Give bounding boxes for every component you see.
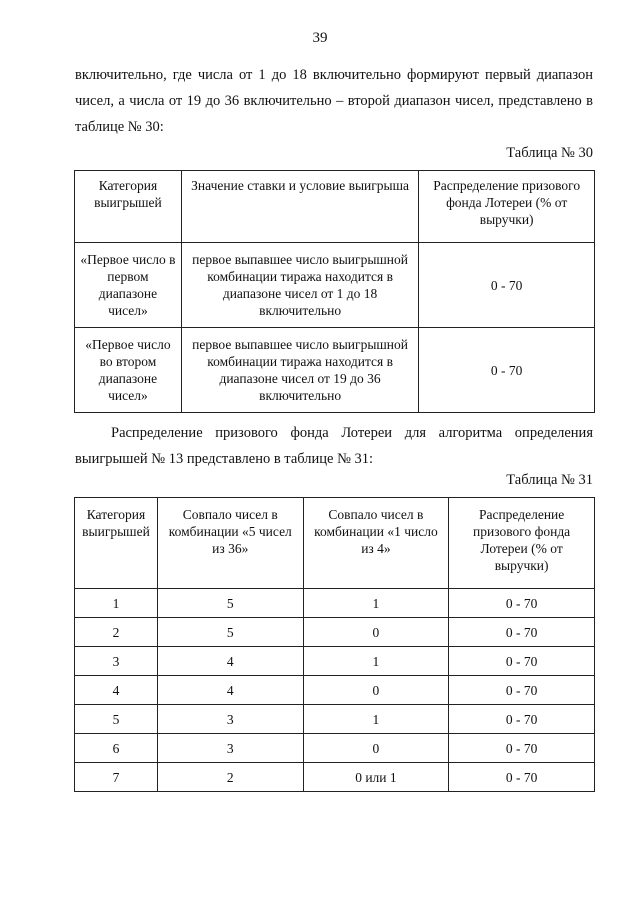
cell-distribution: 0 - 70 (449, 618, 595, 647)
table-row (75, 647, 595, 676)
cell-match-5-of-36: 5 (157, 589, 303, 618)
header-match-5-of-36: Совпало чисел в комбинации «5 чисел из 36» (157, 498, 303, 589)
cell-distribution: 0 - 70 (419, 328, 595, 413)
table-row (75, 734, 595, 763)
table-row (75, 243, 595, 328)
cell-category: «Первое число в первом диапазоне чисел» (75, 243, 182, 328)
page-number: 39 (312, 30, 328, 46)
cell-match-5-of-36: 3 (157, 705, 303, 734)
cell-match-1-of-4: 1 (303, 589, 449, 618)
cell-match-1-of-4: 1 (303, 705, 449, 734)
table-row (75, 328, 595, 413)
cell-category: 4 (75, 676, 158, 705)
cell-distribution: 0 - 70 (449, 676, 595, 705)
paragraph-table31-intro (75, 420, 593, 472)
table-header-row (75, 171, 595, 243)
header-category: Категория выигрышей (75, 498, 158, 589)
table30-caption: Таблица № 30 (506, 145, 593, 161)
cell-match-1-of-4: 1 (303, 647, 449, 676)
cell-category: 3 (75, 647, 158, 676)
paragraph-text: Распределение призового фонда Лотереи для алгоритма определения выигрышей № 13 представлено в таблице № 31: (75, 425, 593, 467)
cell-distribution: 0 - 70 (449, 647, 595, 676)
cell-condition: первое выпавшее число выигрышной комбинации тиража находится в диапазоне чисел от 1 до 18 включительно (181, 243, 418, 328)
prize-table-30 (74, 170, 595, 413)
cell-match-1-of-4: 0 (303, 734, 449, 763)
table-row (75, 763, 595, 792)
cell-match-1-of-4: 0 (303, 676, 449, 705)
cell-match-5-of-36: 5 (157, 618, 303, 647)
cell-category: 6 (75, 734, 158, 763)
cell-distribution: 0 - 70 (449, 589, 595, 618)
cell-category: 1 (75, 589, 158, 618)
cell-distribution: 0 - 70 (419, 243, 595, 328)
header-match-1-of-4: Совпало чисел в комбинации «1 число из 4» (303, 498, 449, 589)
cell-category: «Первое число во втором диапазоне чисел» (75, 328, 182, 413)
cell-category: 7 (75, 763, 158, 792)
header-prize-distribution: Распределение призового фонда Лотереи (% от выручки) (449, 498, 595, 589)
cell-match-5-of-36: 2 (157, 763, 303, 792)
table-row (75, 589, 595, 618)
cell-match-1-of-4: 0 (303, 618, 449, 647)
cell-distribution: 0 - 70 (449, 705, 595, 734)
table31-caption: Таблица № 31 (506, 472, 593, 488)
cell-match-5-of-36: 4 (157, 676, 303, 705)
prize-table-31 (74, 497, 595, 792)
cell-distribution: 0 - 70 (449, 763, 595, 792)
cell-category: 2 (75, 618, 158, 647)
header-bet-condition: Значение ставки и условие выигрыша (181, 171, 418, 243)
paragraph-intro: включительно, где числа от 1 до 18 включительно формируют первый диапазон чисел, а числа от 19 до 36 включительно – второй диапазон чисел, представлено в таблице № 30: (75, 67, 593, 135)
cell-match-1-of-4: 0 или 1 (303, 763, 449, 792)
table-header-row (75, 498, 595, 589)
table-row (75, 676, 595, 705)
cell-match-5-of-36: 3 (157, 734, 303, 763)
cell-condition: первое выпавшее число выигрышной комбинации тиража находится в диапазоне чисел от 19 до 36 включительно (181, 328, 418, 413)
cell-category: 5 (75, 705, 158, 734)
header-category: Категория выигрышей (75, 171, 182, 243)
table-row (75, 618, 595, 647)
cell-distribution: 0 - 70 (449, 734, 595, 763)
table-row (75, 705, 595, 734)
header-prize-distribution: Распределение призового фонда Лотереи (% от выручки) (419, 171, 595, 243)
cell-match-5-of-36: 4 (157, 647, 303, 676)
